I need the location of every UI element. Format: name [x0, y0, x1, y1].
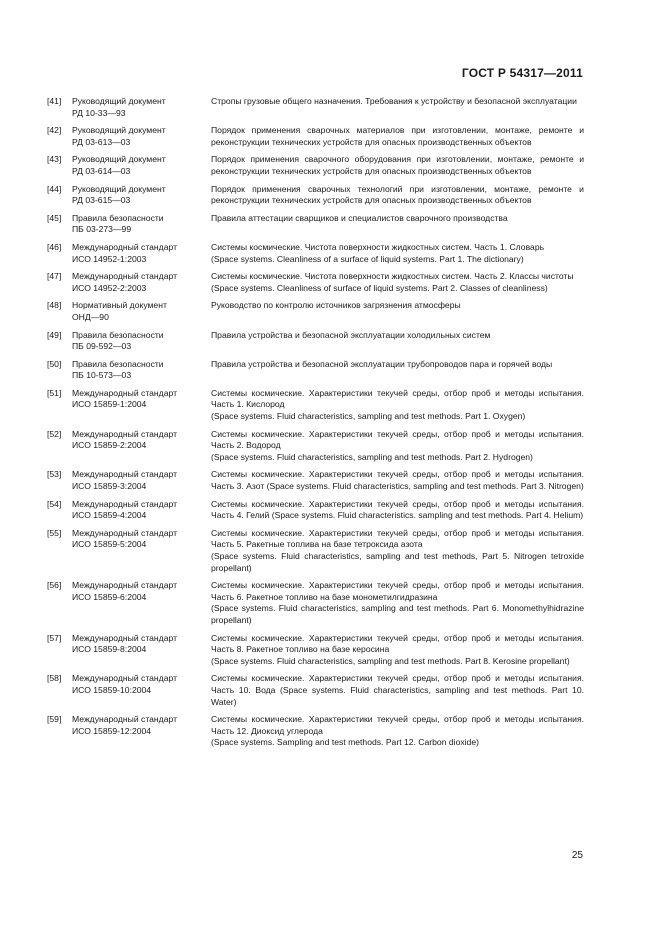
reference-document-type: Руководящий документ	[72, 183, 166, 194]
reference-document-code: ПБ 10-573—03	[72, 370, 132, 381]
reference-title-english: (Space systems. Fluid characteristics, sampling and test methods. Part 6. Monomethylhidrazine propellant)	[211, 603, 584, 625]
reference-number: [43]	[47, 154, 62, 165]
reference-document-code: ИСО 15859-12:2004	[72, 725, 152, 736]
reference-document-type: Правила безопасности	[72, 212, 164, 223]
reference-document	[72, 469, 211, 492]
reference-number: [56]	[47, 580, 62, 591]
reference-document-code: ИСО 15859-2:2004	[72, 440, 147, 451]
reference-number: [51]	[47, 387, 62, 398]
reference-title	[211, 184, 584, 207]
reference-title-text: Системы космические. Характеристики текучей среды, отбор проб и методы испытания. Часть 8. Ракетное топливо на базе керосина	[211, 632, 584, 655]
reference-number: [42]	[47, 125, 62, 136]
reference-document-code: ИСО 14952-2:2003	[72, 282, 147, 293]
reference-title	[211, 154, 584, 177]
reference-document-type: Международный стандарт	[72, 271, 178, 282]
reference-title	[211, 300, 584, 323]
reference-document-type: Международный стандарт	[72, 632, 178, 643]
reference-title	[211, 499, 584, 522]
reference-title-english: (Space systems. Fluid characteristics, sampling and test methods. Part 1. Oxygen)	[211, 411, 526, 422]
reference-document-code: ИСО 15859-1:2004	[72, 399, 147, 410]
reference-title-text: Руководство по контролю источников загрязнения атмосферы	[211, 300, 461, 311]
reference-title	[211, 330, 584, 353]
reference-item	[47, 359, 584, 382]
reference-number: [49]	[47, 329, 62, 340]
reference-number: [52]	[47, 428, 62, 439]
reference-document-code: РД 03-613—03	[72, 136, 131, 147]
reference-document-type: Международный стандарт	[72, 580, 178, 591]
reference-item	[47, 429, 584, 464]
reference-document-type: Международный стандарт	[72, 673, 178, 684]
reference-number: [57]	[47, 632, 62, 643]
reference-document	[72, 528, 211, 574]
reference-document	[72, 580, 211, 626]
reference-item	[47, 528, 584, 574]
reference-number: [46]	[47, 241, 62, 252]
reference-item	[47, 96, 584, 119]
reference-number: [44]	[47, 183, 62, 194]
reference-title	[211, 96, 584, 119]
reference-document-type: Международный стандарт	[72, 714, 178, 725]
reference-document-type: Международный стандарт	[72, 469, 178, 480]
reference-document-type: Международный стандарт	[72, 428, 178, 439]
reference-title-text: Системы космические. Характеристики текучей среды, отбор проб и методы испытания. Часть 1. Кислород	[211, 387, 584, 410]
reference-title-text: Системы космические. Чистота поверхности жидкостных систем. Часть 2. Классы чистоты	[211, 271, 574, 282]
reference-item	[47, 673, 584, 708]
reference-title-text: Правила устройства и безопасной эксплуатации холодильных систем	[211, 329, 491, 340]
reference-number: [50]	[47, 358, 62, 369]
reference-item	[47, 330, 584, 353]
reference-document-code: ОНД—90	[72, 311, 109, 322]
reference-title-text: Системы космические. Чистота поверхности жидкостных систем. Часть 1. Словарь	[211, 241, 545, 252]
reference-title	[211, 125, 584, 148]
reference-title-text: Системы космические. Характеристики текучей среды, отбор проб и методы испытания. Часть 5. Ракетные топлива на базе тетроксида азота	[211, 527, 584, 550]
page-number: 25	[571, 850, 583, 861]
reference-document-type: Руководящий документ	[72, 96, 166, 106]
reference-title-english: (Space systems. Cleanliness of surface of liquid systems. Part 2. Classes of cleanliness)	[211, 282, 548, 293]
reference-title-text: Порядок применения сварочных технологий при изготовлении, монтаже, ремонте и реконструкции технических устройств для опасных производственных объектов	[211, 183, 584, 206]
reference-item	[47, 242, 584, 265]
reference-document	[72, 673, 211, 708]
reference-number: [55]	[47, 527, 62, 538]
reference-item	[47, 213, 584, 236]
reference-item	[47, 714, 584, 749]
reference-document-type: Правила безопасности	[72, 329, 164, 340]
reference-title-text: Системы космические. Характеристики текучей среды, отбор проб и методы испытания. Часть 2. Водород	[211, 428, 584, 451]
reference-item	[47, 580, 584, 626]
reference-document	[72, 271, 211, 294]
reference-title-english: (Space systems. Sampling and test methods. Part 12. Carbon dioxide)	[211, 737, 479, 748]
reference-item	[47, 633, 584, 668]
reference-document	[72, 96, 211, 119]
reference-document-code: ИСО 15859-10:2004	[72, 684, 152, 695]
reference-number: [41]	[47, 96, 62, 106]
reference-document-code: ИСО 15859-3:2004	[72, 481, 147, 492]
reference-document-code: ПБ 09-592—03	[72, 341, 132, 352]
reference-item	[47, 184, 584, 207]
reference-document-type: Руководящий документ	[72, 154, 166, 165]
reference-item	[47, 499, 584, 522]
reference-title-english: (Space systems. Fluid characteristics, sampling and test methods, Part 5. Nitrogen tetroxide propellant)	[211, 551, 584, 573]
reference-title	[211, 429, 584, 464]
reference-title-text: Правила аттестации сварщиков и специалистов сварочного производства	[211, 212, 508, 223]
reference-document	[72, 633, 211, 668]
reference-title-english: (Space systems. Fluid characteristics, sampling and test methods. Part 2. Hydrogen)	[211, 451, 533, 462]
reference-title-text: Системы космические. Характеристики текучей среды, отбор проб и методы испытания. Часть 3. Азот (Space systems. Fluid characteristics, sampling and test methods. Part 3. Nitrogen)	[211, 469, 584, 492]
reference-document-code: ИСО 14952-1:2003	[72, 253, 147, 264]
reference-item	[47, 469, 584, 492]
reference-document	[72, 359, 211, 382]
reference-title-english: (Space systems. Cleanliness of a surface of liquid systems. Part 1. The dictionary)	[211, 253, 524, 264]
reference-title	[211, 528, 584, 574]
reference-document-type: Руководящий документ	[72, 125, 166, 136]
reference-document-code: РД 10-33—93	[72, 107, 126, 118]
reference-document-code: ИСО 15859-6:2004	[72, 591, 147, 602]
reference-document-code: РД 03-615—03	[72, 195, 131, 206]
reference-title-text: Системы космические. Характеристики текучей среды, отбор проб и методы испытания. Часть 6. Ракетное топливо на базе монометилгидразина	[211, 580, 584, 602]
reference-title	[211, 633, 584, 668]
reference-document-type: Нормативный документ	[72, 300, 167, 311]
reference-document	[72, 213, 211, 236]
reference-title	[211, 580, 584, 626]
reference-title-text: Системы космические. Характеристики текучей среды, отбор проб и методы испытания. Часть 12. Диоксид углерода	[211, 714, 584, 736]
reference-document	[72, 300, 211, 323]
reference-document-type: Международный стандарт	[72, 527, 178, 538]
reference-document	[72, 184, 211, 207]
reference-document-code: РД 03-614—03	[72, 165, 131, 176]
reference-item	[47, 154, 584, 177]
reference-title-text: Стропы грузовые общего назначения. Требования к устройству и безопасной эксплуатации	[211, 96, 577, 106]
reference-document	[72, 429, 211, 464]
reference-document-type: Правила безопасности	[72, 358, 164, 369]
reference-number: [53]	[47, 469, 62, 480]
reference-item	[47, 271, 584, 294]
reference-title-english: (Space systems. Fluid characteristics, sampling and test methods. Part 8. Kerosine propellant)	[211, 655, 570, 666]
reference-document	[72, 499, 211, 522]
reference-document	[72, 330, 211, 353]
reference-item	[47, 388, 584, 423]
document-code: ГОСТ Р 54317—2011	[461, 66, 583, 80]
reference-document	[72, 154, 211, 177]
reference-document-type: Международный стандарт	[72, 241, 178, 252]
reference-title	[211, 673, 584, 708]
reference-title	[211, 242, 584, 265]
reference-document-type: Международный стандарт	[72, 498, 178, 509]
reference-document-code: ИСО 15859-8:2004	[72, 644, 147, 655]
reference-document-code: ИСО 15859-5:2004	[72, 539, 147, 550]
reference-title	[211, 714, 584, 749]
reference-document	[72, 125, 211, 148]
reference-document-code: ИСО 15859-4:2004	[72, 510, 147, 521]
reference-document	[72, 388, 211, 423]
reference-number: [58]	[47, 673, 62, 684]
reference-item	[47, 300, 584, 323]
reference-document-code: ПБ 03-273—99	[72, 224, 132, 235]
reference-document	[72, 242, 211, 265]
reference-title-text: Системы космические. Характеристики текучей среды, отбор проб и методы испытания. Часть 4. Гелий (Space systems. Fluid characteristics. sampling and test methods. Part 4. Helium)	[211, 498, 584, 521]
reference-title	[211, 213, 584, 236]
reference-document	[72, 714, 211, 749]
reference-number: [45]	[47, 212, 62, 223]
reference-title-text: Системы космические. Характеристики текучей среды, отбор проб и методы испытания. Часть 10. Вода (Space systems. Fluid characteristics, sampling and test methods. Part 10. Water)	[211, 673, 584, 707]
reference-title-text: Порядок применения сварочных материалов при изготовлении, монтаже, ремонте и реконструкции технических устройств для опасных производственных объектов	[211, 125, 584, 147]
reference-title	[211, 359, 584, 382]
reference-title	[211, 388, 584, 423]
reference-item	[47, 125, 584, 148]
reference-document-type: Международный стандарт	[72, 387, 178, 398]
reference-number: [59]	[47, 714, 62, 725]
reference-title	[211, 271, 584, 294]
reference-number: [48]	[47, 300, 62, 311]
reference-title-text: Правила устройства и безопасной эксплуатации трубопроводов пара и горячей воды	[211, 358, 553, 369]
reference-title	[211, 469, 584, 492]
reference-number: [47]	[47, 271, 62, 282]
bibliography-list	[47, 96, 584, 755]
reference-title-text: Порядок применения сварочного оборудования при изготовлении, монтаже, ремонте и реконструкции технических устройств для опасных производственных объектов	[211, 154, 584, 176]
reference-number: [54]	[47, 498, 62, 509]
